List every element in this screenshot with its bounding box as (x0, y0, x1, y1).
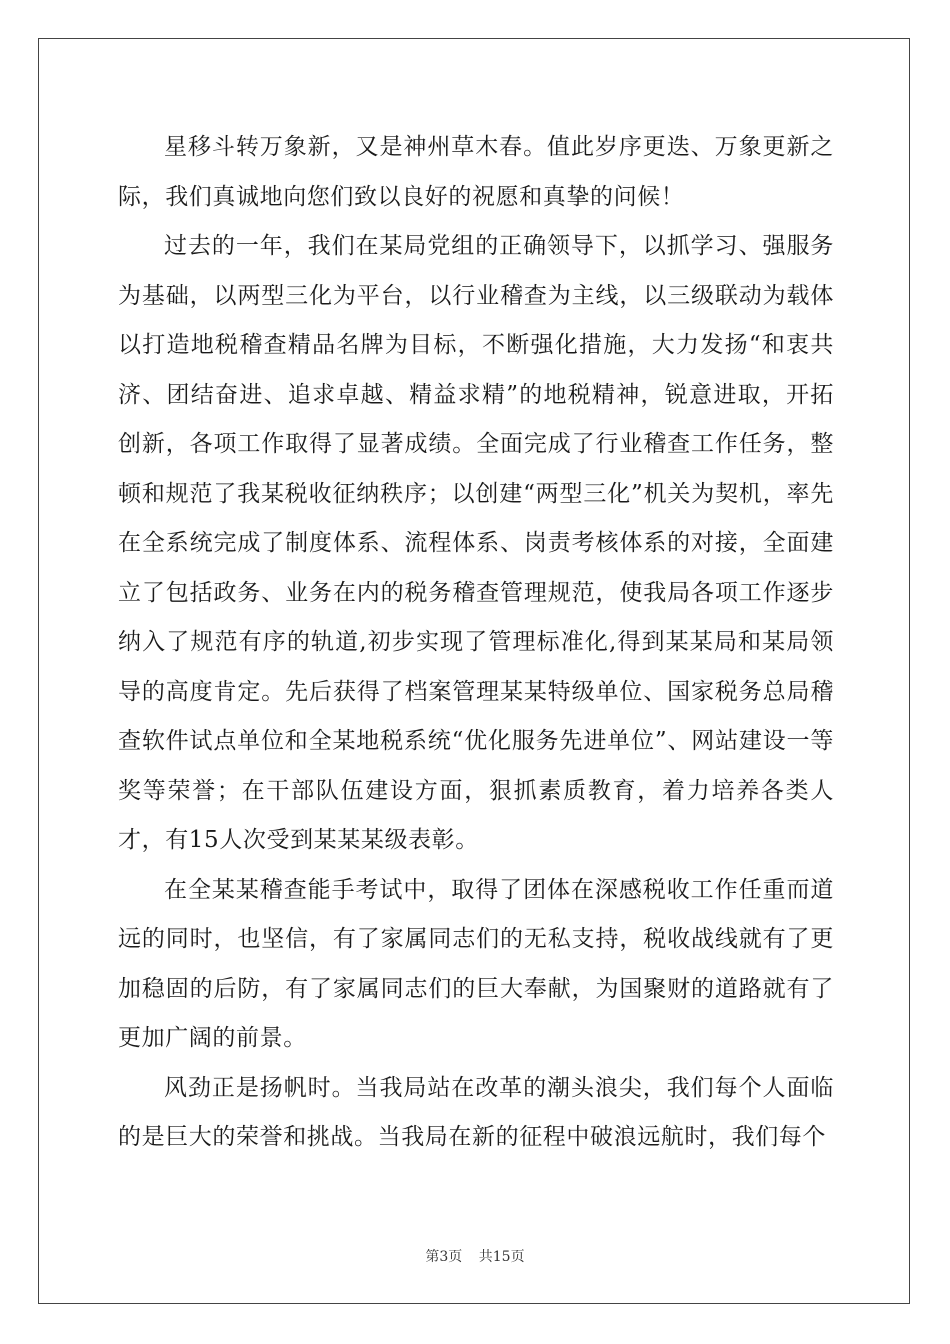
paragraph-new-year-greeting: 星移斗转万象新，又是神州草木春。值此岁序更迭、万象更新之际，我们真诚地向您们致以良好的祝愿和真挚的问候！ (118, 134, 834, 210)
page-footer (0, 1246, 950, 1266)
page-total: 共15页 (478, 1249, 525, 1265)
paragraph-new-journey: 风劲正是扬帆时。当我局站在改革的潮头浪尖，我们每个人面临的是巨大的荣誉和挑战。当我局在新的征程中破浪远航时，我们每个 (118, 1074, 834, 1150)
document-body (118, 123, 834, 1163)
page-number: 第3页 (425, 1249, 463, 1265)
paragraph-family-support: 在全某某稽查能手考试中，取得了团体在深感税收工作任重而道远的同时，也坚信，有了家属同志们的无私支持，税收战线就有了更加稳固的后防，有了家属同志们的巨大奉献，为国聚财的道路就有了更加广阔的前景。 (118, 876, 834, 1051)
paragraph-last-year-achievements: 过去的一年，我们在某局党组的正确领导下，以抓学习、强服务为基础，以两型三化为平台，以行业稽查为主线，以三级联动为载体以打造地税稽查精品名牌为目标，不断强化措施，大力发扬“和衷共济、团结奋进、追求卓越、精益求精”的地税精神，锐意进取，开拓创新，各项工作取得了显著成绩。全面完成了行业稽查工作任务，整顿和规范了我某税收征纳秩序；以创建“两型三化”机关为契机，率先在全系统完成了制度体系、流程体系、岗责考核体系的对接，全面建立了包括政务、业务在内的税务稽查管理规范，使我局各项工作逐步纳入了规范有序的轨道,初步实现了管理标准化,得到某某局和某局领导的高度肯定。先后获得了档案管理某某特级单位、国家税务总局稽查软件试点单位和全某地税系统“优化服务先进单位”、网站建设一等奖等荣誉；在干部队伍建设方面，狠抓素质教育，着力培养各类人才，有15人次受到某某某级表彰。 (118, 233, 834, 853)
